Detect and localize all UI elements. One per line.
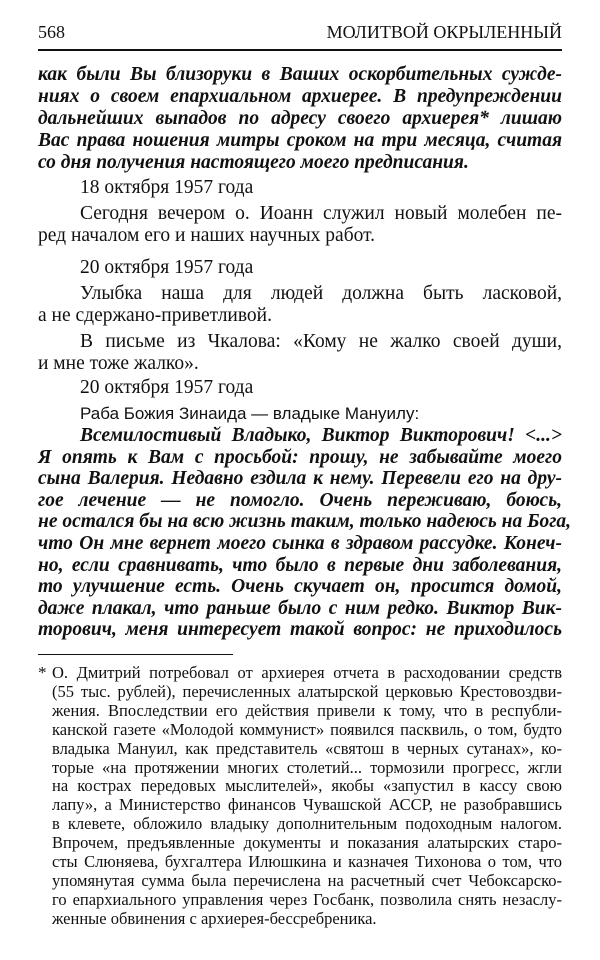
letter-line: Вас права ношения митры сроком на три месяца, считая bbox=[38, 130, 562, 151]
footnote-line: торые «на протяжении многих столетий... тормозили прогресс, жгли bbox=[52, 757, 562, 777]
letter-line: гое лечение — не помогло. Очень переживаю, боюсь, bbox=[38, 489, 562, 511]
letter-line: что Он мне вернет моего сынка в здравом рассудке. Конеч- bbox=[38, 533, 562, 554]
letter-line: как были Вы близоруки в Ваших оскорбительных сужде- bbox=[38, 64, 562, 85]
footnote-line: в клевете, обложило владыку дополнительным подоходным налогом. bbox=[52, 814, 562, 834]
footnote-line: сты Слюняева, бухгалтера Илюшкина и казначея Тихонова о том, что bbox=[52, 852, 562, 871]
header-rule bbox=[38, 49, 562, 51]
paragraph-line: В письме из Чкалова: «Кому не жалко своей души, bbox=[80, 331, 562, 352]
page-number: 568 bbox=[38, 22, 65, 42]
footnote-line: лапу», а Министерство финансов Чувашской АССР, не разобравшись bbox=[52, 795, 562, 815]
letter-line: Я опять к Вам с просьбой: прошу, не забывайте моего bbox=[38, 446, 562, 468]
paragraph-line: Сегодня вечером о. Иоанн служил новый молебен пе- bbox=[80, 203, 562, 224]
footnote-marker: * bbox=[38, 663, 47, 682]
paragraph-line: ред началом его и наших научных работ. bbox=[38, 225, 376, 246]
letter-line: не остался бы на всю жизнь таким, только надеюсь на Бога, bbox=[38, 511, 572, 533]
footnote-line: (55 тыс. рублей), перечисленных алатырской церковью Крестовоздви- bbox=[52, 681, 562, 701]
letter-line: даже плакал, что раньше было с ним редко. Виктор Вик- bbox=[38, 597, 562, 619]
letter-heading: Раба Божия Зинаида — владыке Мануилу: bbox=[80, 404, 420, 423]
footnote-line: канской газете «Молодой коммунист» появился пасквиль, о том, будто bbox=[52, 719, 562, 739]
entry-date: 18 октября 1957 года bbox=[80, 177, 254, 198]
letter-line: ниях о своем епархиальном архиерее. В предупреждении bbox=[38, 86, 562, 107]
letter-line: со дня получения настоящего моего предписания. bbox=[38, 152, 469, 173]
entry-date: 20 октября 1957 года bbox=[80, 257, 254, 278]
footnote-rule bbox=[38, 654, 233, 655]
footnote-line: владыка Мануил, как представитель «святош в черных сутанах», ко- bbox=[52, 738, 562, 758]
letter-line: сына Валерия. Недавно ездила к нему. Перевели его на дру- bbox=[38, 468, 562, 490]
paragraph-line: Улыбка наша для людей должна быть ласковой, bbox=[80, 283, 562, 304]
footnote-line: Впрочем, предъявленные документы и показания алатырских старо- bbox=[52, 833, 562, 853]
entry-date: 20 октября 1957 года bbox=[80, 377, 254, 398]
letter-line: то улучшение есть. Очень скучает он, просится домой, bbox=[38, 576, 562, 598]
footnote-line: упомянутая сумма была перечислена на расчетный счет Чебоксарско- bbox=[52, 870, 562, 890]
letter-line: Всемилостивый Владыко, Виктор Викторович! <...> bbox=[80, 425, 562, 446]
footnote-line: го епархиального управления через Госбанк, позволила снять незаслу- bbox=[52, 889, 562, 909]
paragraph-line: и мне тоже жалко». bbox=[38, 353, 199, 374]
letter-line: торович, меня интересует такой вопрос: не приходилось bbox=[38, 619, 562, 641]
running-title: МОЛИТВОЙ ОКРЫЛЕННЫЙ bbox=[326, 22, 562, 42]
footnote-line: на кострах передовых мыслителей», якобы «запустил в кассу свою bbox=[52, 776, 562, 796]
letter-line: дальнейших выпадов по адресу своего архиерея* лишаю bbox=[38, 108, 562, 129]
footnote-line: О. Дмитрий потребовал от архиерея отчета в расходовании средств bbox=[52, 663, 562, 682]
footnote-line: женные обвинения с архиерея-бессребреника. bbox=[52, 908, 377, 928]
letter-line: но, если сравнивать, что было в первые дни заболевания, bbox=[38, 554, 562, 576]
footnote-line: жения. Впоследствии его действия привели к тому, что в республи- bbox=[52, 700, 562, 720]
paragraph-line: а не сдержано-приветливой. bbox=[38, 305, 272, 326]
